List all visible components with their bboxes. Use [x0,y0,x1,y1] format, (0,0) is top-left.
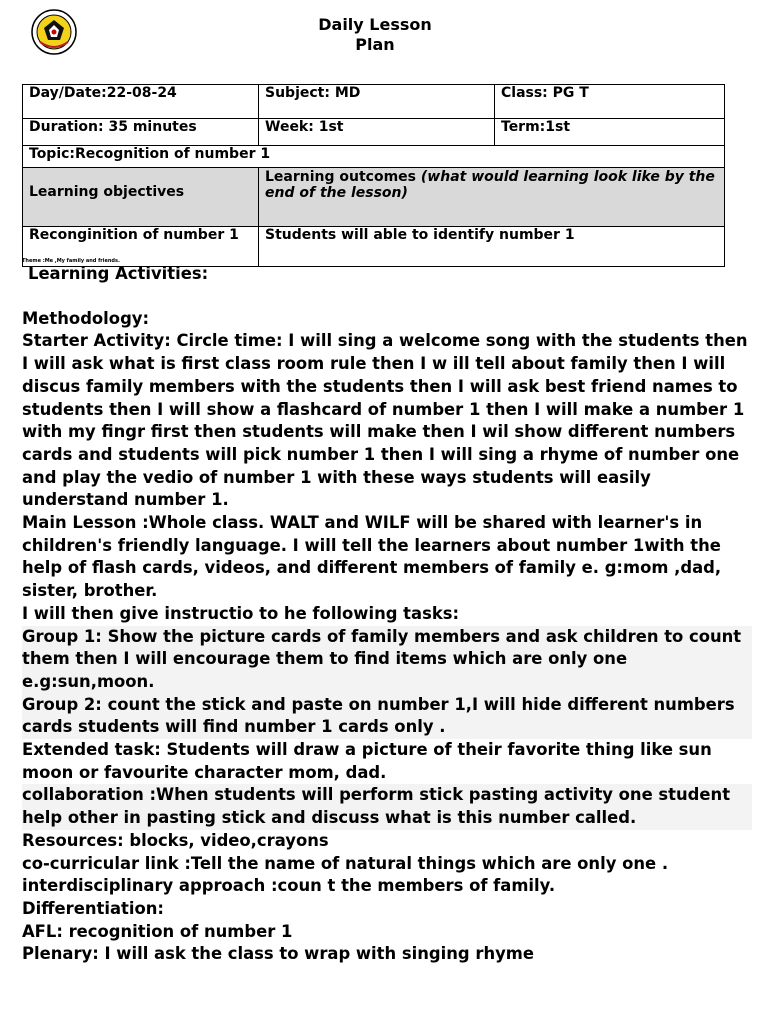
outcome-value-cell: Students will able to identify number 1 [259,227,725,267]
plenary: Plenary: I will ask the class to wrap with singing rhyme [22,944,535,964]
extended-task: Extended task: Students will draw a picture of their favorite thing like sun moon or favourite character mom, dad. [22,740,712,782]
differentiation: Differentiation: [22,898,164,918]
theme-note: Theme :Me ,My family and friends. [22,258,120,264]
class-cell: Class: PG T [495,85,725,119]
lesson-content [22,263,752,966]
group-2-task: Group 2: count the stick and paste on number 1,I will hide different numbers cards students will find number 1 cards only . [22,694,752,739]
school-logo [30,8,78,56]
table-row [23,146,725,168]
methodology-heading: Methodology: [22,308,150,328]
subject-cell: Subject: MD [259,85,495,119]
learning-activities-heading: Learning Activities: [28,264,209,283]
co-curricular-link: co-curricular link :Tell the name of natural things which are only one . [22,853,669,873]
afl: AFL: recognition of number 1 [22,921,293,941]
page-title [300,15,450,55]
table-row [23,227,725,267]
table-row [23,119,725,146]
day-date-cell: Day/Date:22-08-24 [23,85,259,119]
lesson-info-table [22,84,725,267]
main-lesson: Main Lesson :Whole class. WALT and WILF will be shared with learner's in children's friendly language. I will tell the learners about number 1with the help of flash cards, videos, and different members of family e. g:mom ,dad, sister, brother. [22,513,722,601]
learning-objectives-header: Learning objectives [23,168,259,227]
topic-cell: Topic:Recognition of number 1 [23,146,725,168]
title-line-1: Daily Lesson [318,15,432,34]
duration-cell: Duration: 35 minutes [23,119,259,146]
starter-activity: Starter Activity: Circle time: I will sing a welcome song with the students then I will ask what is first class room rule then I w ill tell about family then I will discus family members with the students then I will ask best friend names to students then I will show a flashcard of number 1 then I will make a number 1 with my fingr first then students will make then I wil show different numbers cards and students will pick number 1 then I will sing a rhyme of number one and play the vedio of number 1 with these ways students will easily understand number 1. [22,331,748,510]
resources: Resources: blocks, video,crayons [22,830,329,850]
week-cell: Week: 1st [259,119,495,146]
school-crest-icon [30,8,78,56]
objective-value-cell: Reconginition of number 1 [23,227,259,267]
table-row [23,168,725,227]
table-row [23,85,725,119]
outcomes-header-note: (what would learning look like by the end of the lesson) [265,169,715,201]
group-1-task: Group 1: Show the picture cards of family members and ask children to count them then I will encourage them to find items which are only one e.g:sun,moon. [22,626,752,694]
outcomes-header-label: Learning outcomes [265,169,421,185]
instruction-line: I will then give instructio to he following tasks: [22,603,460,623]
collaboration: collaboration :When students will perform stick pasting activity one student help other in pasting stick and discuss what is this number called. [22,784,752,829]
interdisciplinary-approach: interdisciplinary approach :coun t the members of family. [22,876,556,896]
title-line-2: Plan [355,35,395,54]
term-cell: Term:1st [495,119,725,146]
learning-outcomes-header [259,168,725,227]
